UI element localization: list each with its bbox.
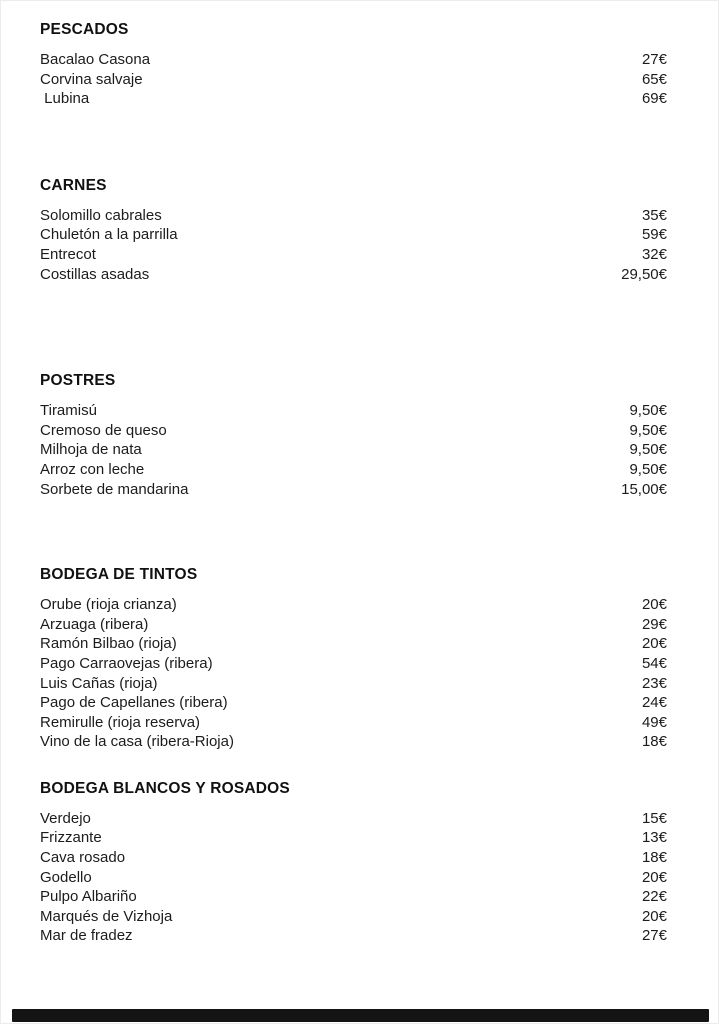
menu-root: [40, 20, 667, 946]
menu-item: [40, 265, 667, 285]
item-price: 69€: [641, 90, 667, 108]
item-name: Costillas asadas: [40, 265, 150, 283]
item-price: 15€: [641, 809, 667, 827]
section-title: BODEGA BLANCOS Y ROSADOS: [40, 779, 290, 797]
item-name: Pago de Capellanes (ribera): [40, 694, 228, 712]
menu-item: [40, 674, 667, 694]
item-price: 35€: [641, 206, 667, 224]
item-name: Cava rosado: [40, 849, 126, 867]
item-name: Cremoso de queso: [40, 421, 167, 439]
item-name: Arroz con leche: [40, 460, 145, 478]
item-name: Solomillo cabrales: [40, 206, 162, 224]
menu-item: [40, 206, 667, 226]
menu-item: [40, 809, 667, 829]
item-price: 20€: [641, 868, 667, 886]
item-name: Frizzante: [40, 829, 102, 847]
item-name: Vino de la casa (ribera-Rioja): [40, 733, 234, 751]
menu-item: [40, 654, 667, 674]
menu-item: [40, 868, 667, 888]
item-name: Milhoja de nata: [40, 441, 142, 459]
menu-item: [40, 225, 667, 245]
item-price: 9,50€: [629, 402, 667, 420]
section-title: CARNES: [40, 176, 107, 194]
item-name: Remirulle (rioja reserva): [40, 713, 201, 731]
item-name: Lubina: [40, 90, 90, 108]
menu-section-4: [40, 779, 667, 946]
menu-item: [40, 440, 667, 460]
item-price: 9,50€: [629, 421, 667, 439]
item-price: 20€: [641, 635, 667, 653]
section-items: [40, 401, 667, 499]
menu-item: [40, 828, 667, 848]
item-name: Godello: [40, 868, 92, 886]
menu-item: [40, 907, 667, 927]
menu-item: [40, 89, 667, 109]
menu-section-0: [40, 20, 667, 109]
item-name: Pago Carraovejas (ribera): [40, 654, 213, 672]
item-price: 9,50€: [629, 441, 667, 459]
item-name: Mar de fradez: [40, 927, 133, 945]
menu-item: [40, 732, 667, 752]
item-name: Ramón Bilbao (rioja): [40, 635, 177, 653]
section-title: POSTRES: [40, 372, 116, 390]
menu-item: [40, 245, 667, 265]
menu-item: [40, 615, 667, 635]
item-price: 65€: [641, 70, 667, 88]
menu-item: [40, 634, 667, 654]
item-name: Entrecot: [40, 245, 96, 263]
item-name: Luis Cañas (rioja): [40, 674, 158, 692]
item-name: Marqués de Vizhoja: [40, 907, 173, 925]
menu-item: [40, 848, 667, 868]
item-name: Pulpo Albariño: [40, 888, 137, 906]
menu-item: [40, 595, 667, 615]
section-items: [40, 595, 667, 752]
item-price: 15,00€: [621, 480, 667, 498]
bottom-scan-bar: [12, 1009, 709, 1022]
item-price: 18€: [641, 733, 667, 751]
item-price: 23€: [641, 674, 667, 692]
item-name: Verdejo: [40, 809, 91, 827]
item-name: Chuletón a la parrilla: [40, 226, 178, 244]
item-price: 27€: [641, 51, 667, 68]
section-items: [40, 50, 667, 109]
item-price: 24€: [641, 694, 667, 712]
item-price: 20€: [641, 596, 667, 614]
item-price: 27€: [641, 927, 667, 945]
item-price: 54€: [641, 654, 667, 672]
menu-item: [40, 713, 667, 733]
item-name: Arzuaga (ribera): [40, 615, 149, 633]
menu-item: [40, 401, 667, 421]
section-title: BODEGA DE TINTOS: [40, 566, 198, 584]
menu-section-3: [40, 565, 667, 752]
section-title: PESCADOS: [40, 21, 129, 38]
menu-item: [40, 70, 667, 90]
item-price: 29€: [641, 615, 667, 633]
menu-item: [40, 460, 667, 480]
menu-item: [40, 926, 667, 946]
menu-section-1: [40, 176, 667, 284]
menu-item: [40, 480, 667, 500]
item-price: 49€: [641, 713, 667, 731]
item-price: 18€: [641, 849, 667, 867]
menu-item: [40, 50, 667, 70]
menu-section-2: [40, 371, 667, 499]
item-price: 29,50€: [621, 265, 667, 283]
item-name: Tiramisú: [40, 402, 97, 420]
item-price: 20€: [641, 907, 667, 925]
section-items: [40, 206, 667, 284]
item-price: 59€: [641, 226, 667, 244]
item-name: Bacalao Casona: [40, 51, 151, 68]
item-name: Orube (rioja crianza): [40, 596, 177, 614]
menu-item: [40, 693, 667, 713]
item-price: 13€: [641, 829, 667, 847]
menu-item: [40, 887, 667, 907]
item-name: Sorbete de mandarina: [40, 480, 189, 498]
item-price: 22€: [641, 888, 667, 906]
section-items: [40, 809, 667, 946]
item-price: 32€: [641, 245, 667, 263]
item-name: Corvina salvaje: [40, 70, 143, 88]
menu-item: [40, 421, 667, 441]
item-price: 9,50€: [629, 460, 667, 478]
